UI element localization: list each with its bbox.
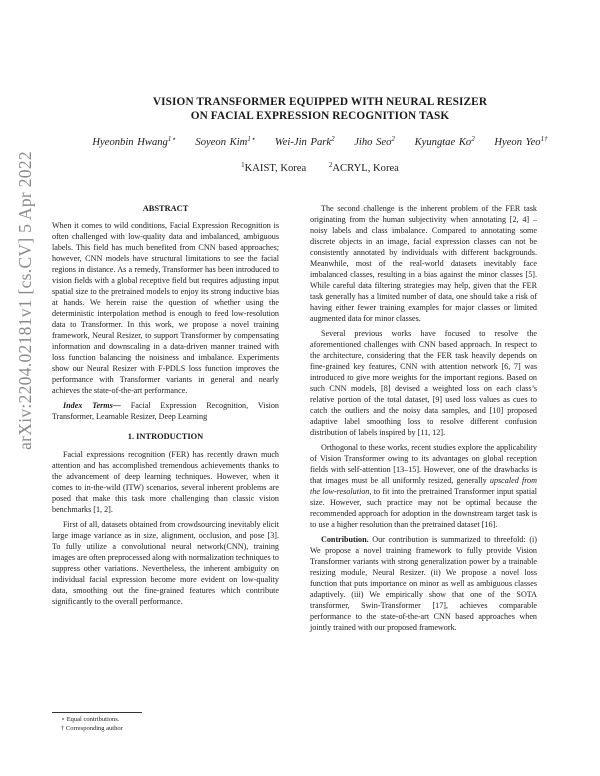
paragraph: Orthogonal to these works, recent studies explore the applicability of Vision Transformer owing to its advantages on global reception fields with self-attention [13–15]. However, one of the drawbacks is that images must be all uniformly resized, generally upscaled from the low-resolution, to fit into the pretrained Transformer input spatial size. However, such practice may not be optimal because the recommended approach for adoption in the downstream target task is to use a higher resolution than the pretrained dataset [16].	[310, 443, 537, 529]
footnote: † Corresponding author	[61, 725, 123, 732]
index-terms-text: Facial Expression Recognition, Vision Transformer, Learnable Resizer, Deep Learning	[52, 401, 279, 421]
footnote: ⋆ Equal contributions.	[61, 716, 120, 723]
contribution-lead: Contribution.	[321, 535, 369, 544]
author: Hyeon Yeo$^{1\dagger}$	[494, 135, 548, 148]
right-column	[310, 203, 537, 637]
title-line-2: ON FACIAL EXPRESSION RECOGNITION TASK	[190, 110, 450, 122]
emphasis: upscaled from the low-resolution	[310, 476, 537, 496]
footnote-rule	[52, 712, 142, 713]
affiliation-list	[40, 163, 600, 174]
paragraph: Facial expressions recognition (FER) has recently drawn much attention and has accomplished tremendous achievements thanks to the advancement of deep learning techniques. However, when it comes to in-the-wild (ITW) scenarios, several inherent problems are posed that make this task more challenging than classic vision benchmarks [1, 2].	[52, 450, 279, 514]
introduction-heading: 1. INTRODUCTION	[127, 432, 204, 441]
affiliation: $^2$ACRYL, Korea	[328, 161, 399, 174]
title-line-1: VISION TRANSFORMER EQUIPPED WITH NEURAL RESIZER	[152, 96, 488, 108]
paper-title	[40, 95, 600, 123]
arxiv-identifier-sidebar	[10, 20, 40, 580]
author: Hyeonbin Hwang$^{1⋆}$	[92, 135, 176, 148]
arxiv-identifier: arXiv:2204.02181v1 [cs.CV] 5 Apr 2022	[14, 150, 35, 450]
footnotes	[52, 712, 279, 733]
index-terms	[52, 400, 279, 422]
index-terms-label: Index Terms—	[63, 401, 121, 410]
paragraph: The second challenge is the inherent problem of the FER task originating from the human subjectivity when annotating [2, 4] – noisy labels and class imbalance. Compared to annotating some discrete objects in an image, facial expression classes can not be consistently annotated by individuals with different backgrounds. Meanwhile, most of the real-world datasets inevitably face imbalanced classes, resulting in a bias against the minor classes [5]. While careful data filtering strategies may help, given that the FER task generally has a limited number of data, one should take a risk of having either fewer training examples for major classes or limited augmented data for minor classes.	[310, 204, 537, 323]
abstract	[52, 220, 279, 396]
author-list	[40, 137, 600, 148]
author: Soyeon Kim$^{1⋆}$	[195, 135, 256, 148]
left-column	[52, 203, 279, 611]
affiliation: $^1$KAIST, Korea	[241, 161, 307, 174]
contribution-paragraph: Contribution. Our contribution is summarized to threefold: (i) We propose a novel training framework to fully provide Vision Transformer variants with strong generalization power by a trainable resizing module, Neural Resizer. (ii) We propose a novel loss function that puts importance on minor as well as ambiguous classes adaptively. (iii) We empirically show that one of the SOTA transformer, Swin-Transformer [17], achieves comparable performance to the state-of-the-art CNN based approaches when jointly trained with our proposed framework.	[310, 535, 537, 632]
abstract-text: When it comes to wild conditions, Facial Expression Recognition is often challenged with low-quality data and imbalanced, ambiguous labels. This field has much benefited from CNN based approaches; however, CNN models have structural limitations to see the facial regions in distance. As a remedy, Transformer has been introduced to vision fields with a global receptive field but requires adjusting input spatial size to the pretrained models to enjoy its strong inductive bias at hands. We herein raise the question of whether using the deterministic interpolation method is enough to feed low-resolution data to Transformer. In this work, we propose a novel training framework, Neural Resizer, to support Transformer by compensating information and downscaling in a data-driven manner trained with loss function balancing the noisiness and imbalance. Experiments show our Neural Resizer with F-PDLS loss function improves the performance with Transformer variants in general and nearly achieves the state-of-the-art performance.	[52, 221, 279, 395]
author: Wei-Jin Park$^2$	[274, 135, 335, 148]
paragraph: First of all, datasets obtained from crowdsourcing inevitably elicit large image variance as in size, alignment, occlusion, and pose [3]. To fully utilize a convolutional neural network(CNN), training images are often preprocessed along with normalization techniques to suppress other variations. Nevertheless, the inherent ambiguity on individual facial expression become more evident on low-quality data, smoothing out the fine-grained features which contribute significantly to the overall performance.	[52, 520, 279, 606]
author: Jiho Seo$^2$	[354, 135, 395, 148]
author: Kyungtae Ko$^2$	[414, 135, 475, 148]
abstract-heading: ABSTRACT	[142, 204, 189, 213]
paragraph: Several previous works have focused to resolve the aforementioned challenges with CNN based approach. In respect to the architecture, considering that the FER task heavily depends on fine-grained key features, CNN with attention network [6, 7] was introduced to give more weights for the important regions. Based on such CNN models, [8] devised a weighted loss on each class’s relative portion of the total dataset, [9] used loss values as cues to catch the outliers and the noisy data samples, and [10] proposed adaptive label smoothing loss to resolve different confusion distribution of labels inspired by [11, 12].	[310, 329, 537, 437]
